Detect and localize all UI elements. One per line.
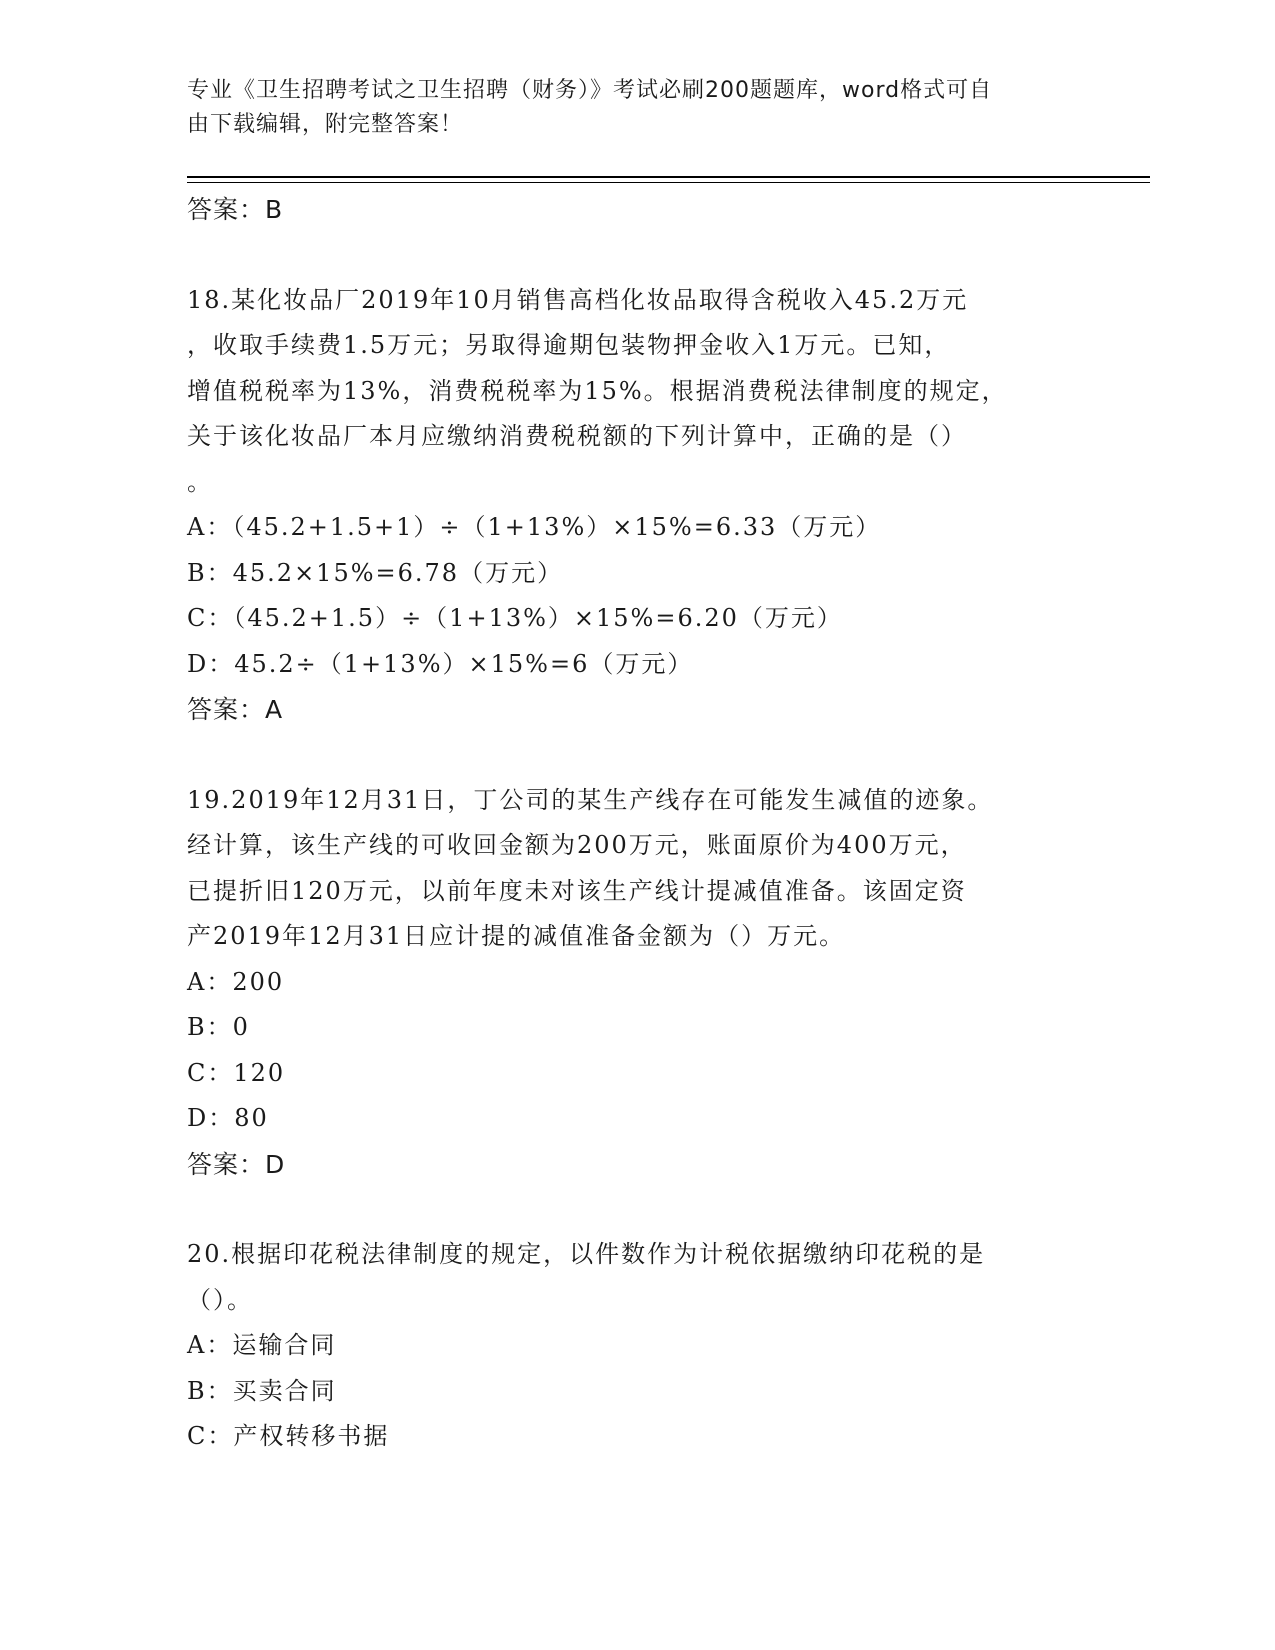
question-text-line: 。: [187, 467, 213, 496]
question-text-line: 产2019年12月31日应计提的减值准备金额为（）万元。: [187, 922, 846, 950]
header-line: 由下载编辑，附完整答案！: [187, 112, 464, 137]
option-a: A：运输合同: [187, 1331, 337, 1359]
option-b: B：买卖合同: [187, 1376, 337, 1405]
question-text-line: 增值税税率为13%，消费税税率为15%。根据消费税法律制度的规定，: [187, 376, 1008, 405]
option-d: D：80: [187, 1104, 269, 1132]
question-text-line: ，收取手续费1.5万元；另取得逾期包装物押金收入1万元。已知，: [187, 331, 951, 359]
option-c: C：产权转移书据: [187, 1422, 390, 1450]
question-text-line: 20.根据印花税法律制度的规定，以件数作为计税依据缴纳印花税的是: [187, 1240, 986, 1268]
question-text-line: 19.2019年12月31日，丁公司的某生产线存在可能发生减值的迹象。: [187, 785, 994, 814]
answer-line: 答案：A: [187, 695, 284, 724]
question-content: [187, 187, 1087, 1460]
header-rule: [187, 176, 1150, 178]
question-text-line: 已提折旧120万元，以前年度未对该生产线计提减值准备。该固定资: [187, 876, 967, 905]
header-rule: [187, 182, 1150, 183]
answer-line: 答案：B: [187, 195, 284, 224]
option-a: A：200: [187, 967, 285, 996]
option-a: A：（45.2+1.5+1）÷（1+13%）×15%=6.33（万元）: [187, 513, 882, 541]
option-b: B：0: [187, 1013, 250, 1041]
option-d: D：45.2÷（1+13%）×15%=6（万元）: [187, 649, 694, 678]
question-20: [187, 1232, 1087, 1460]
option-c: C：（45.2+1.5）÷（1+13%）×15%=6.20（万元）: [187, 604, 843, 632]
question-18: [187, 278, 1087, 733]
answer-line: 答案：D: [187, 1149, 286, 1179]
header-line: 专业《卫生招聘考试之卫生招聘（财务）》考试必刷200题题库，word格式可自: [187, 78, 993, 103]
option-b: B：45.2×15%=6.78（万元）: [187, 558, 564, 587]
page-header: [187, 74, 1067, 142]
spacer: [187, 1187, 1087, 1232]
question-text-line: 18.某化妆品厂2019年10月销售高档化妆品取得含税收入45.2万元: [187, 285, 969, 314]
question-19: [187, 778, 1087, 1188]
option-c: C：120: [187, 1058, 286, 1087]
spacer: [187, 733, 1087, 778]
question-text-line: （）。: [187, 1285, 253, 1314]
question-text-line: 经计算，该生产线的可收回金额为200万元，账面原价为400万元，: [187, 831, 967, 859]
question-text-line: 关于该化妆品厂本月应缴纳消费税税额的下列计算中，正确的是（）: [187, 422, 967, 450]
spacer: [187, 233, 1087, 278]
